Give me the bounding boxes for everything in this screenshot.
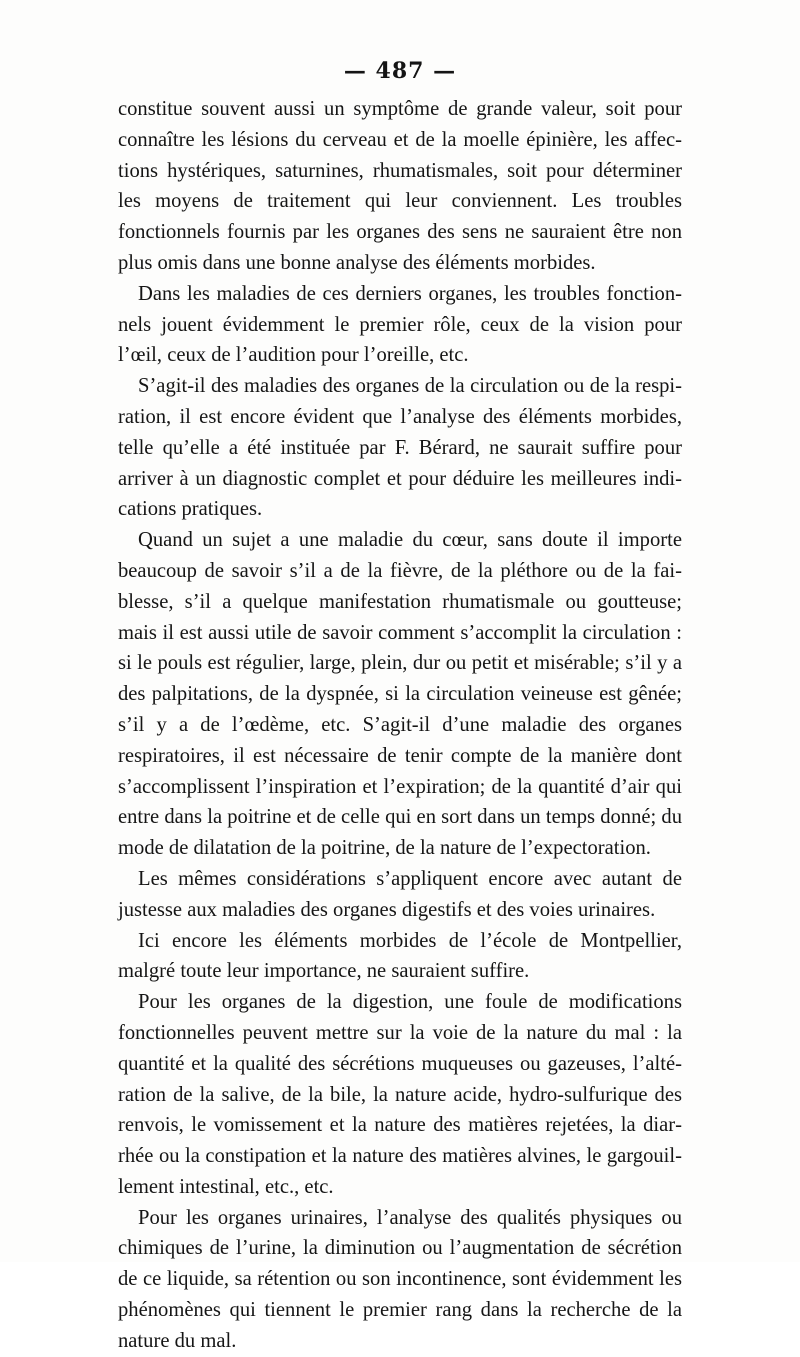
page-number: — 487 — [343,58,457,84]
paragraph: Les mêmes considérations s’appliquent encore avec autant de justesse aux maladies des organes digestifs et des voies urinaires. [118,867,682,921]
paragraph: Pour les organes de la digestion, une foule de modifications fonctionnelles peuvent mettre sur la voie de la nature du mal : la quantité et la qualité des sécrétions muqueuses ou gazeuses, l’altération de la salive, de la bile, la nature acide, hydro-sulfurique des renvois, le vomissement et la nature des matières rejetées, la diarrhée ou la constipation et la nature des matières alvines, le gargouillement intestinal, etc., etc. [118,991,682,1198]
paragraph: S’agit-il des maladies des organes de la circulation ou de la respiration, il est encore évident que l’analyse des éléments morbides, telle qu’elle a été instituée par F. Bérard, ne saurait suffire pour arriver à un diagnostic complet et pour déduire les meilleures indications pratiques. [118,375,682,521]
paragraph: Dans les maladies de ces derniers organes, les troubles fonctionnels jouent évidemment le premier rôle, ceux de la vision pour l’œil, ceux de l’audition pour l’oreille, etc. [118,282,682,367]
body-text [118,94,682,1357]
paragraph: Pour les organes urinaires, l’analyse des qualités physiques ou chimiques de l’urine, la diminution ou l’augmentation de sécrétion de ce liquide, sa rétention ou son incontinence, sont évidemment les phénomènes qui tiennent le premier rang dans la recherche de la nature du mal. [118,1206,682,1352]
paragraph: Ici encore les éléments morbides de l’école de Montpellier, malgré toute leur importance, ne sauraient suffire. [118,929,682,983]
paragraph: constitue souvent aussi un symptôme de grande valeur, soit pour connaître les lésions du cerveau et de la moelle épinière, les affections hystériques, saturnines, rhumatismales, soit pour déterminer les moyens de traitement qui leur conviennent. Les troubles fonctionnels fournis par les organes des sens ne sauraient être non plus omis dans une bonne analyse des éléments morbides. [118,98,682,274]
paragraph: Quand un sujet a une maladie du cœur, sans doute il importe beaucoup de savoir s’il a de la fièvre, de la pléthore ou de la faiblesse, s’il a quelque manifestation rhumatismale ou goutteuse; mais il est aussi utile de savoir comment s’accomplit la circulation : si le pouls est régulier, large, plein, dur ou petit et misérable; s’il y a des palpitations, de la dyspnée, si la circulation veineuse est gênée; s’il y a de l’œdème, etc. S’agit-il d’une maladie des organes respiratoires, il est nécessaire de tenir compte de la manière dont s’accomplissent l’inspiration et l’expiration; de la quantité d’air qui entre dans la poitrine et de celle qui en sort dans un temps donné; du mode de dilatation de la poitrine, de la nature de l’expectoration. [118,529,682,860]
